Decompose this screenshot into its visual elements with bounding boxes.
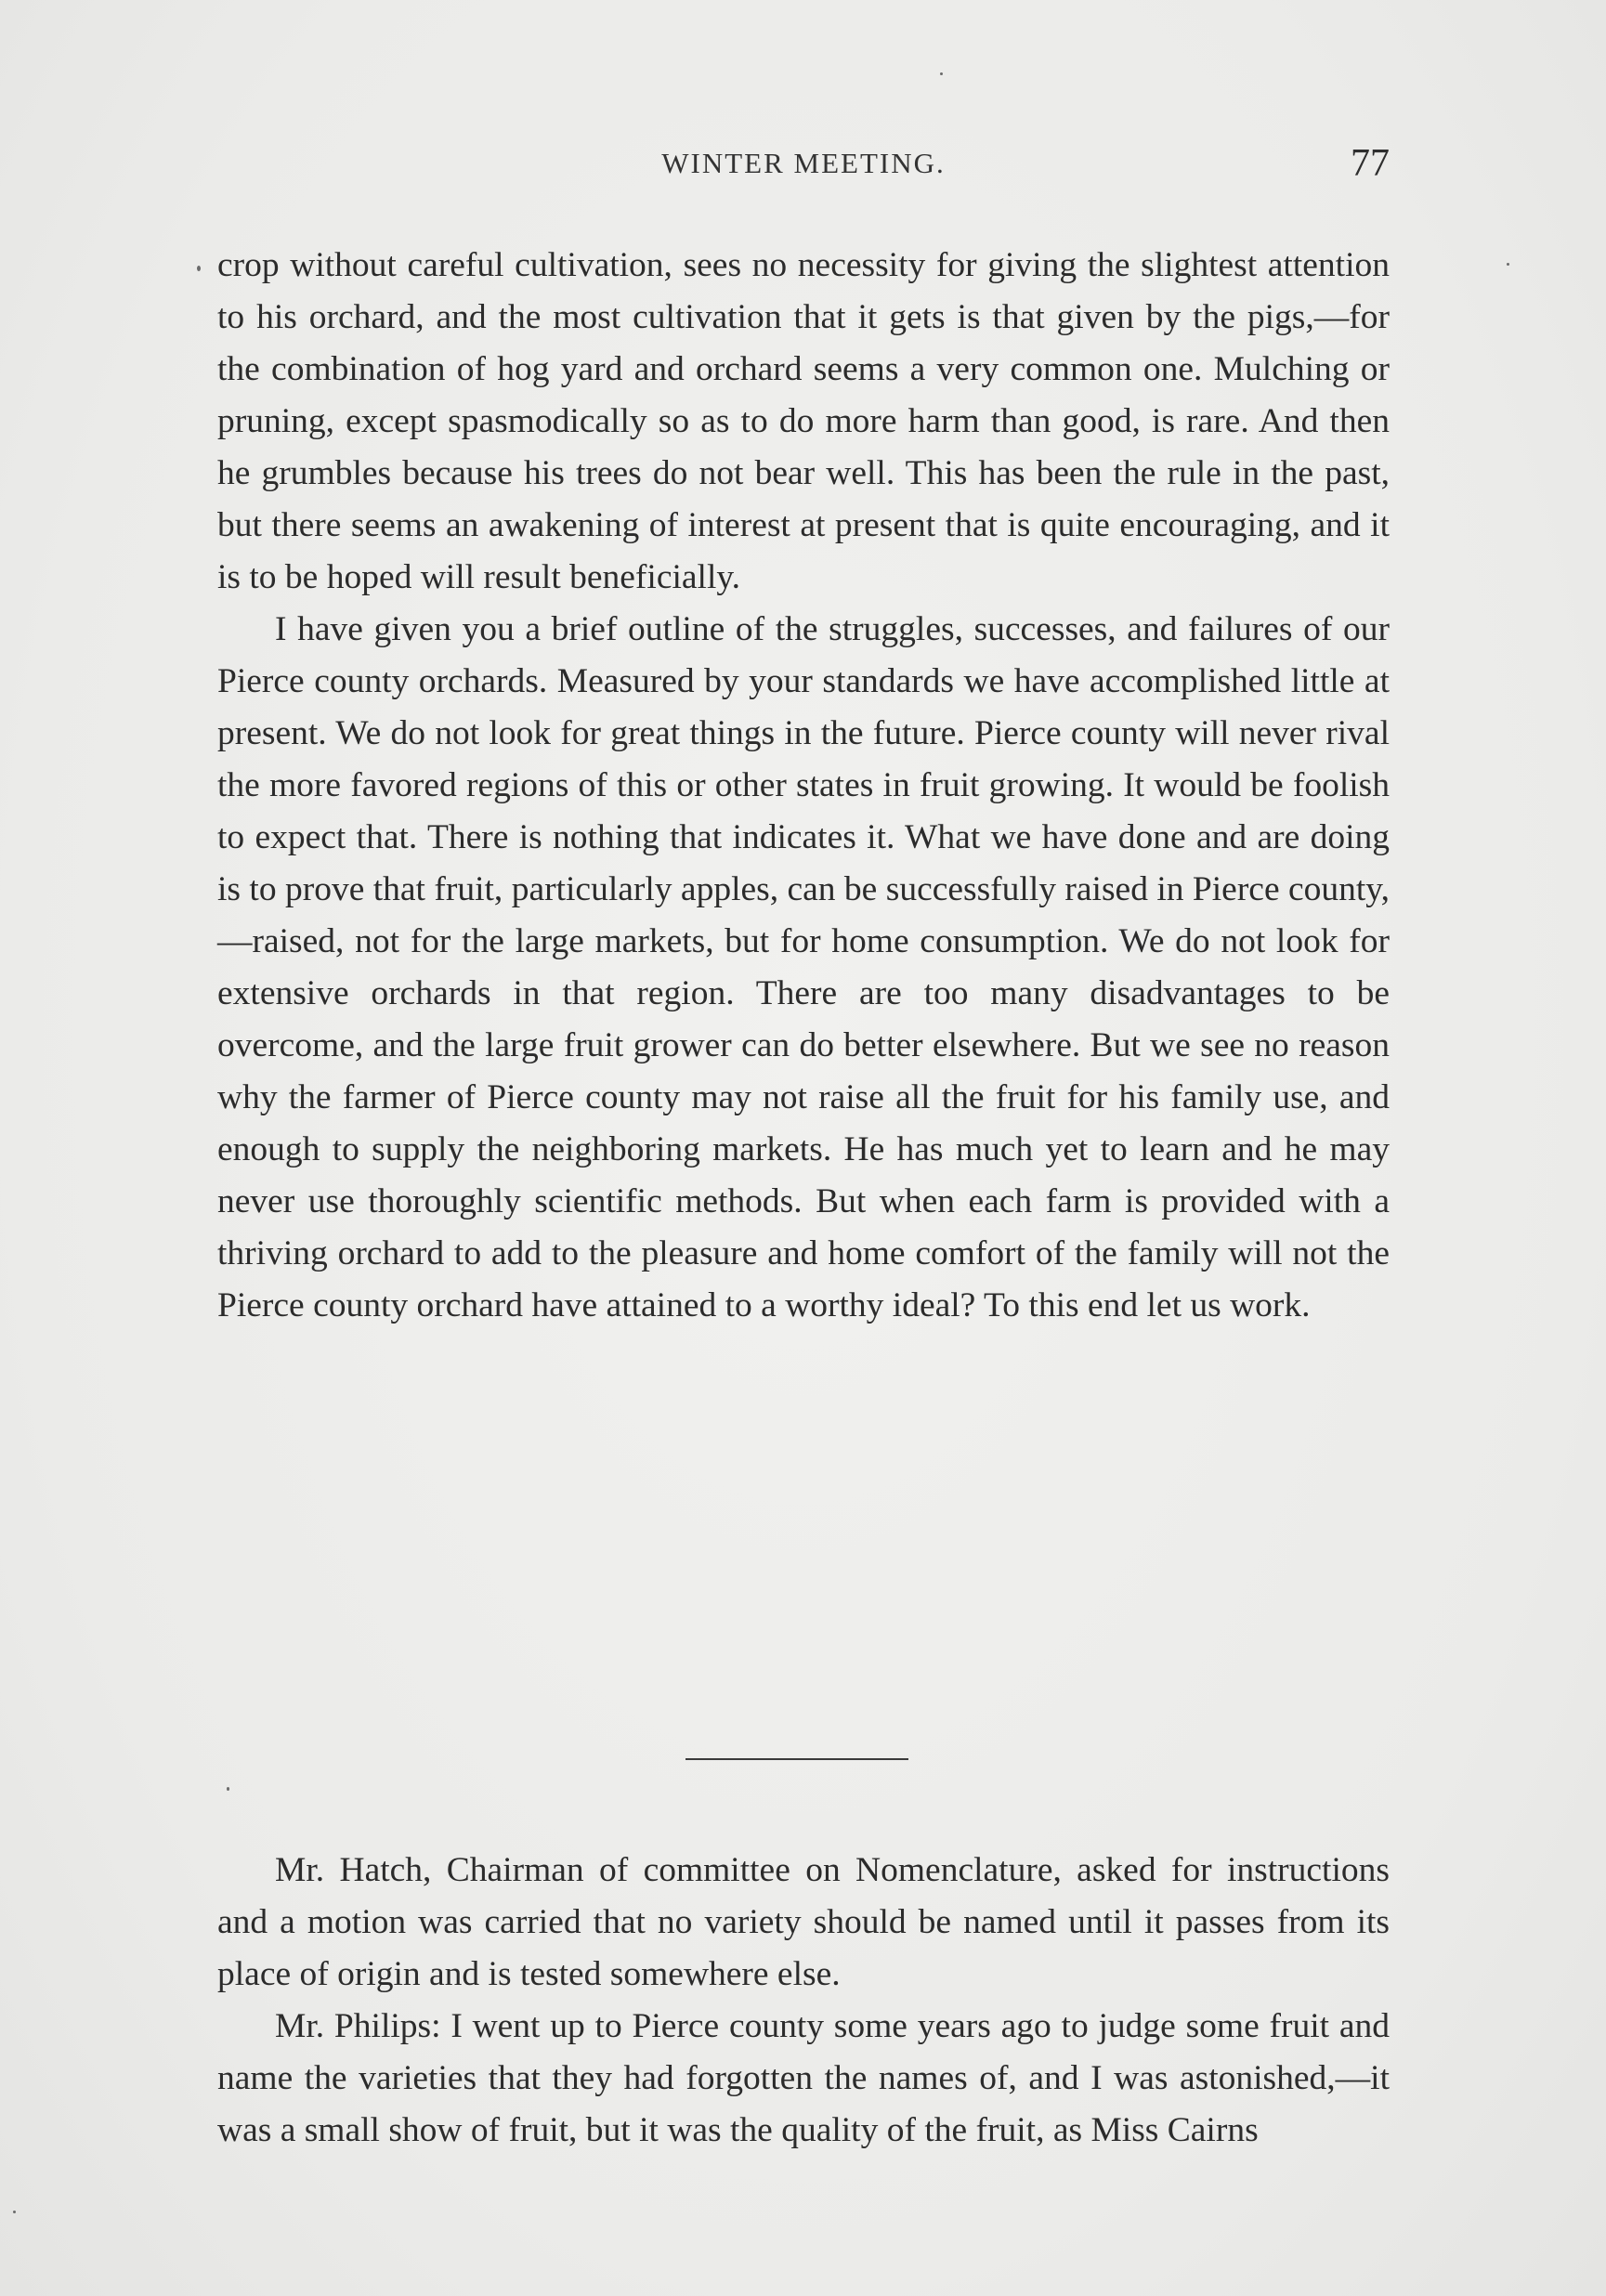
page-header	[217, 142, 1390, 193]
print-speck	[1507, 263, 1509, 266]
page-number: 77	[1351, 142, 1390, 185]
body-text-lower	[217, 1845, 1390, 2157]
body-text-upper	[217, 240, 1390, 1332]
paragraph-philips-remarks: Mr. Philips: I went up to Pierce county some years ago to judge some fruit and name the varieties that they had forgotten the names of, and I was astonished,—it was a small show of fruit, but it was the quality of the fruit, as Miss Cairns	[217, 2007, 1390, 2149]
print-speck	[197, 266, 201, 271]
paragraph-continued: crop without careful cultivation, sees no necessity for giving the slightest attention to his orchard, and the most cultivation that it gets is that given by the pigs,—for the combination of hog yard and orchard seems a very common one. Mulching or pruning, except spasmodically so as to do more harm than good, is rare. And then he grumbles because his trees do not bear well. This has been the rule in the past, but there seems an awakening of interest at present that is quite encouraging, and it is to be hoped will result beneficially.	[217, 246, 1390, 596]
running-head: WINTER MEETING.	[661, 147, 946, 179]
paragraph-pierce-summary: I have given you a brief outline of the struggles, successes, and failures of our Pierce county orchards. Measured by your standards we have accomplished little at present. We do not look for great things in the future. Pierce county will never rival the more favored regions of this or other states in fruit growing. It would be foolish to expect that. There is nothing that indicates it. What we have done and are doing is to prove that fruit, particularly apples, can be successfully raised in Pierce county,—raised, not for the large markets, but for home consumption. We do not look for extensive orchards in that region. There are too many disadvantages to be overcome, and the large fruit grower can do better elsewhere. But we see no reason why the farmer of Pierce county may not raise all the fruit for his family use, and enough to supply the neighboring markets. He has much yet to learn and he may never use thoroughly scientific methods. But when each farm is provided with a thriving orchard to add to the pleasure and home comfort of the family will not the Pierce county orchard have attained to a worthy ideal? To this end let us work.	[217, 610, 1390, 1324]
print-speck	[940, 72, 943, 75]
print-speck	[13, 2211, 16, 2213]
section-divider	[685, 1758, 908, 1760]
paragraph-hatch-motion: Mr. Hatch, Chairman of committee on Nomenclature, asked for instructions and a motion was carried that no variety should be named until it passes from its place of origin and is tested somewhere else.	[217, 1851, 1390, 1993]
print-speck	[227, 1787, 229, 1791]
